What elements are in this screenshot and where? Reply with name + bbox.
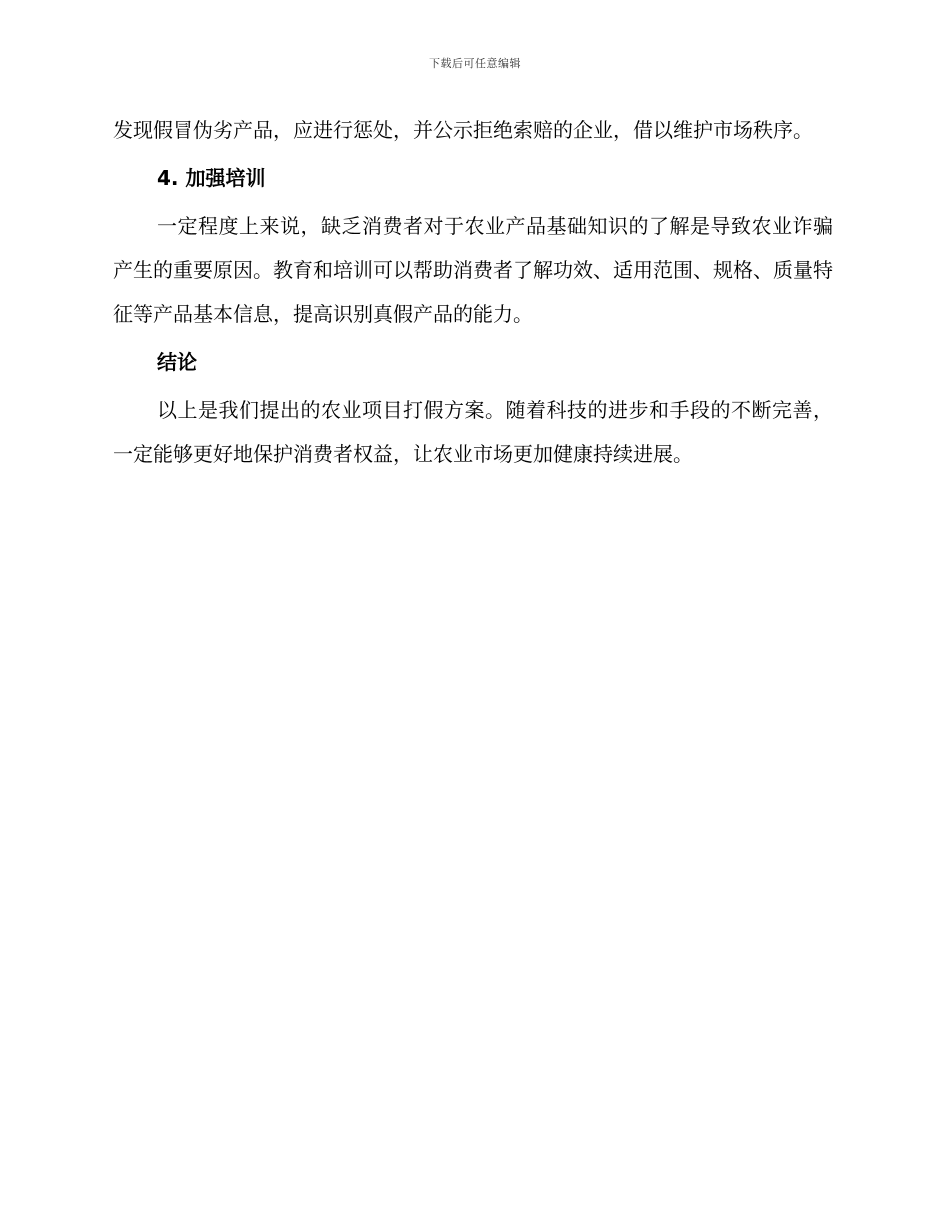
document-body <box>113 108 833 476</box>
page-header-note: 下载后可任意编辑 <box>429 57 521 70</box>
conclusion-paragraph: 以上是我们提出的农业项目打假方案。随着科技的进步和手段的不断完善，一定能够更好地保护消费者权益，让农业市场更加健康持续进展。 <box>113 398 833 466</box>
continuation-paragraph: 发现假冒伪劣产品，应进行惩处，并公示拒绝索赔的企业，借以维护市场秩序。 <box>113 118 813 142</box>
section-heading-training: 4. 加强培训 <box>157 166 266 190</box>
section-heading-conclusion: 结论 <box>157 350 197 374</box>
training-paragraph: 一定程度上来说，缺乏消费者对于农业产品基础知识的了解是导致农业诈骗产生的重要原因。教育和培训可以帮助消费者了解功效、适用范围、规格、质量特征等产品基本信息，提高识别真假产品的能力。 <box>113 214 833 326</box>
